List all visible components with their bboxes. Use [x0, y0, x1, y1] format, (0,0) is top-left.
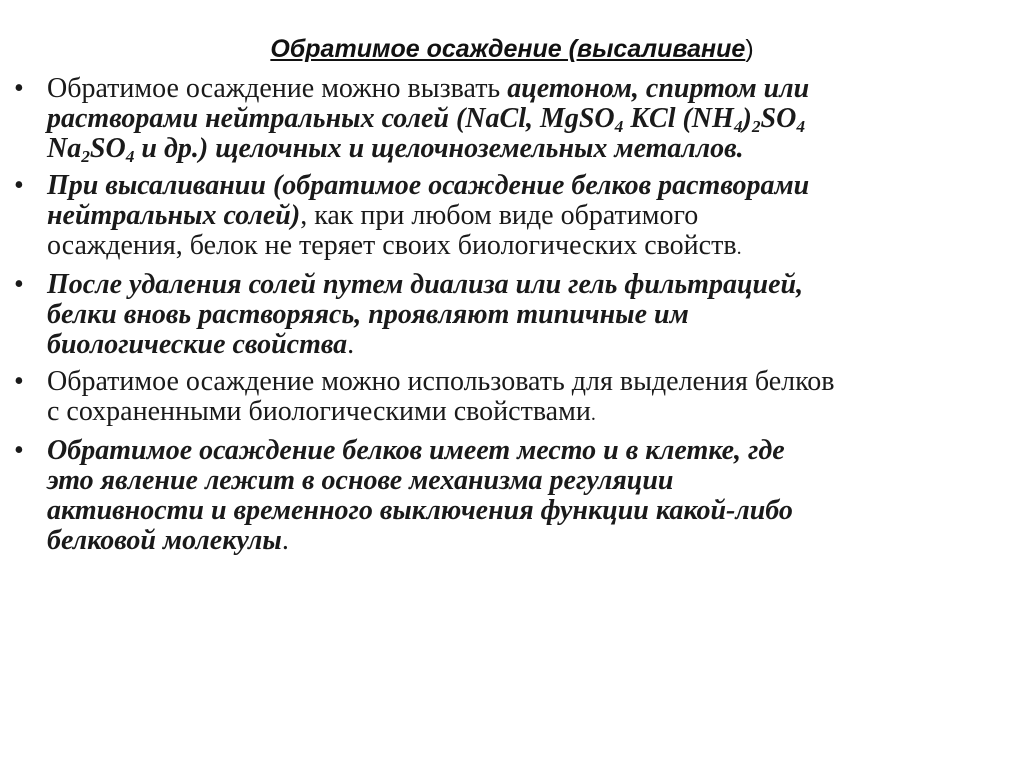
text-segment: Обратимое осаждение можно использовать для выделения белков — [47, 366, 835, 397]
text-segment: нейтральных солей) — [47, 200, 301, 231]
bullet-text — [47, 171, 1017, 263]
text-segment: это явление лежит в основе механизма регуляции — [47, 465, 674, 496]
slide-title-text: Обратимое осаждение (высаливание — [270, 35, 746, 63]
text-line — [47, 526, 1017, 556]
text-segment: KCl (NH — [623, 103, 734, 134]
text-line — [47, 103, 1017, 137]
text-segment: Обратимое осаждение можно вызвать — [47, 73, 508, 104]
text-segment: Обратимое осаждение белков имеет место и в клетке, где — [47, 435, 785, 466]
bullet-item — [0, 367, 1024, 429]
bullet-text — [47, 270, 1017, 360]
bullet-text — [47, 436, 1017, 556]
text-segment: . — [281, 525, 289, 556]
text-segment: При высаливании (обратимое осаждение белков растворами — [47, 170, 810, 201]
bullet-item — [0, 171, 1024, 263]
subscript: 4 — [614, 117, 624, 137]
bullet-item — [0, 436, 1024, 556]
text-segment: SO — [760, 103, 797, 134]
text-line — [47, 496, 1017, 526]
text-segment: активности и временного выключения функции какой-либо — [47, 495, 793, 526]
bullet-icon: • — [14, 435, 24, 466]
text-segment: . — [590, 403, 596, 425]
bullet-icon: • — [14, 366, 24, 397]
text-segment: После удаления солей путем диализа или гель фильтрацией, — [47, 269, 804, 300]
text-segment: ) — [742, 103, 752, 134]
bullet-item — [0, 270, 1024, 360]
text-segment: белковой молекулы — [47, 525, 282, 556]
text-segment: белки вновь растворяясь, проявляют типичные им — [47, 299, 689, 330]
text-segment: . — [347, 329, 355, 360]
bullet-icon: • — [14, 170, 24, 201]
subscript: 4 — [733, 117, 743, 137]
text-segment: растворами нейтральных солей (NaCl, MgSO — [47, 103, 615, 134]
text-segment: с сохраненными биологическими свойствами — [47, 396, 591, 427]
bullet-item — [0, 73, 1024, 167]
text-segment: Na — [47, 133, 82, 164]
slide-title-paren: ) — [745, 35, 754, 63]
bullet-icon: • — [14, 269, 24, 300]
text-segment: осаждения, белок не теряет своих биологических свойств — [47, 230, 737, 261]
text-line — [47, 397, 1017, 429]
bullet-text — [47, 367, 1017, 429]
text-line — [47, 270, 1017, 300]
text-segment: и др.) щелочных и щелочноземельных металлов. — [134, 133, 744, 164]
text-line — [47, 201, 1017, 231]
text-segment: SO — [89, 133, 126, 164]
text-line — [47, 171, 1017, 201]
slide-title — [0, 34, 1024, 64]
bullet-text — [47, 73, 1017, 167]
text-segment: биологические свойства — [47, 329, 348, 360]
subscript: 2 — [81, 147, 90, 167]
text-line — [47, 436, 1017, 466]
subscript: 2 — [751, 117, 761, 137]
text-line — [47, 330, 1017, 360]
subscript: 4 — [796, 117, 805, 137]
text-line — [47, 74, 1017, 104]
bullet-icon: • — [14, 73, 24, 104]
bullet-list — [0, 74, 1024, 563]
subscript: 4 — [125, 147, 135, 167]
text-line — [47, 466, 1017, 496]
text-segment: ацетоном, спиртом или — [507, 73, 810, 104]
text-segment: , как при любом виде обратимого — [300, 200, 699, 231]
text-segment: . — [736, 237, 742, 259]
text-line — [47, 367, 1017, 397]
text-line — [47, 231, 1017, 263]
text-line — [47, 133, 1017, 167]
text-line — [47, 300, 1017, 330]
